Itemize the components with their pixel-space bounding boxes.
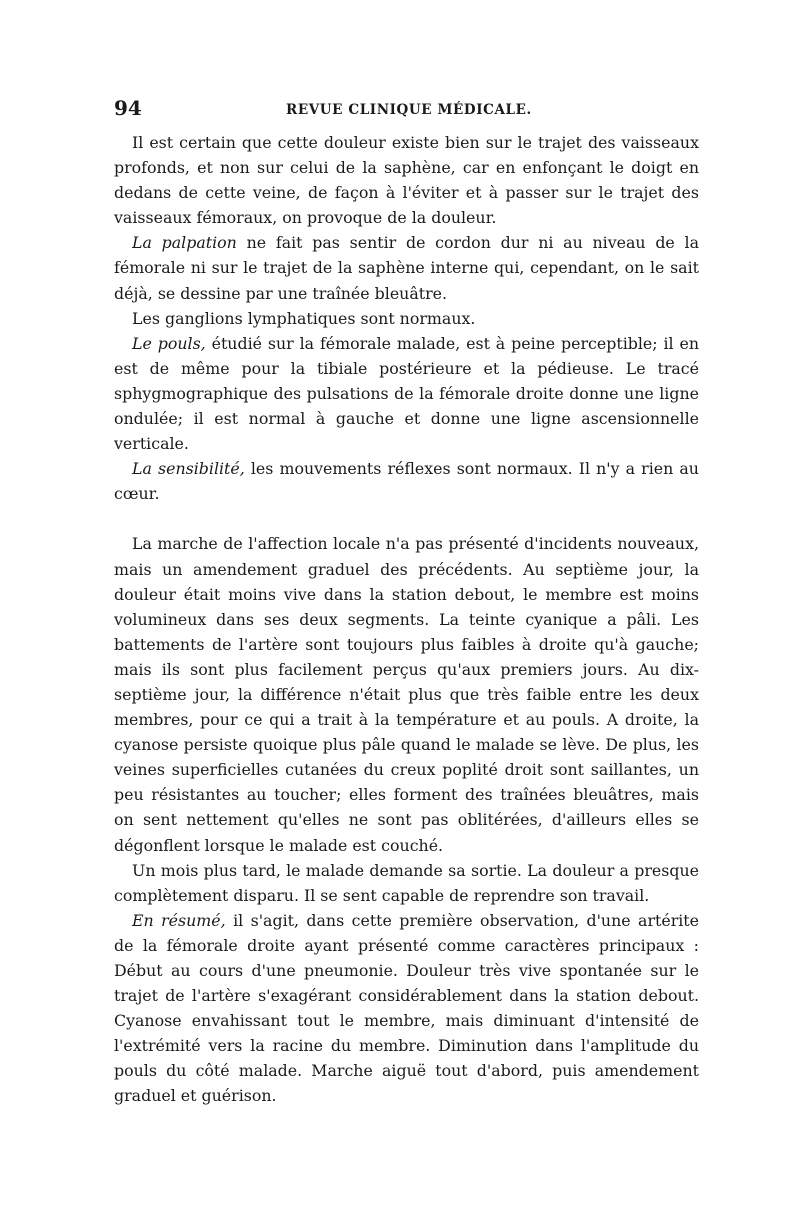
paragraph-lead: En résumé,	[132, 910, 226, 930]
page-number: 94	[114, 96, 142, 120]
paragraph-lead: La sensibilité,	[132, 459, 245, 479]
paragraph-un-mois: Un mois plus tard, le malade demande sa sortie. La douleur a presque complètement disparu. Il se sent capable de reprendre son travail.	[114, 860, 699, 905]
paragraph-lead: Le pouls,	[132, 333, 206, 353]
paragraph-pouls: Le pouls, étudié sur la fémorale malade, est à peine perceptible; il en est de même pour la tibiale postérieure et la pédieuse. Le tracé sphygmographique des pulsations de la fémorale droite donne une ligne ondulée; il est normal à gauche et donne une ligne ascensionnelle verticale.	[114, 333, 699, 454]
paragraph-ganglions: Les ganglions lymphatiques sont normaux.	[132, 308, 476, 328]
paragraph-palpation: La palpation ne fait pas sentir de cordon dur ni au niveau de la fémorale ni sur le trajet de la saphène interne qui, cependant, on le sait déjà, se dessine par une traînée bleuâtre.	[114, 233, 699, 303]
paragraph-marche-affection: La marche de l'affection locale n'a pas présenté d'incidents nouveaux, mais un amendement graduel des précédents. Au septième jour, la douleur était moins vive dans la station debout, le membre est moins volumineux dans ses deux segments. La teinte cyanique a pâli. Les battements de l'artère sont toujours plus faibles à droite qu'à gauche; mais ils sont plus facilement perçus qu'aux premiers jours. Au dix-septième jour, la différence n'était plus que très faible entre les deux membres, pour ce qui a trait à la température et au pouls. A droite, la cyanose persiste quoique plus pâle quand le malade se lève. De plus, les veines superficielles cutanées du creux poplité droit sont saillantes, un peu résistantes au toucher; elles forment des traînées bleuâtres, mais on sent nettement qu'elles ne sont pas oblitérées, d'ailleurs elles se dégonflent lorsque le malade est couché.	[114, 534, 699, 855]
paragraph-certain-douleur: Il est certain que cette douleur existe bien sur le trajet des vaisseaux profonds, et non sur celui de la saphène, car en enfonçant le doigt en dedans de cette veine, de façon à l'éviter et à passer sur le trajet des vaisseaux fémoraux, on provoque de la douleur.	[114, 133, 699, 228]
paragraph-resume: En résumé, il s'agit, dans cette première observation, d'une artérite de la fémorale droite ayant présenté comme caractères principaux : Début au cours d'une pneumonie. Douleur très vive spontanée sur le trajet de l'artère s'exagérant considérablement dans la station debout. Cyanose envahissant tout le membre, mais diminuant d'intensité de l'extrémité vers la racine du membre. Diminution dans l'amplitude du pouls du côté malade. Marche aiguë tout d'abord, puis amendement graduel et guérison.	[114, 910, 699, 1106]
section-break	[114, 506, 699, 531]
running-title: REVUE CLINIQUE MÉDICALE.	[286, 102, 532, 118]
paragraph-sensibilite: La sensibilité, les mouvements réflexes sont normaux. Il n'y a rien au cœur.	[114, 459, 699, 504]
paragraph-lead: La palpation	[132, 233, 237, 253]
page-header	[114, 96, 694, 126]
body-text	[114, 130, 699, 1109]
